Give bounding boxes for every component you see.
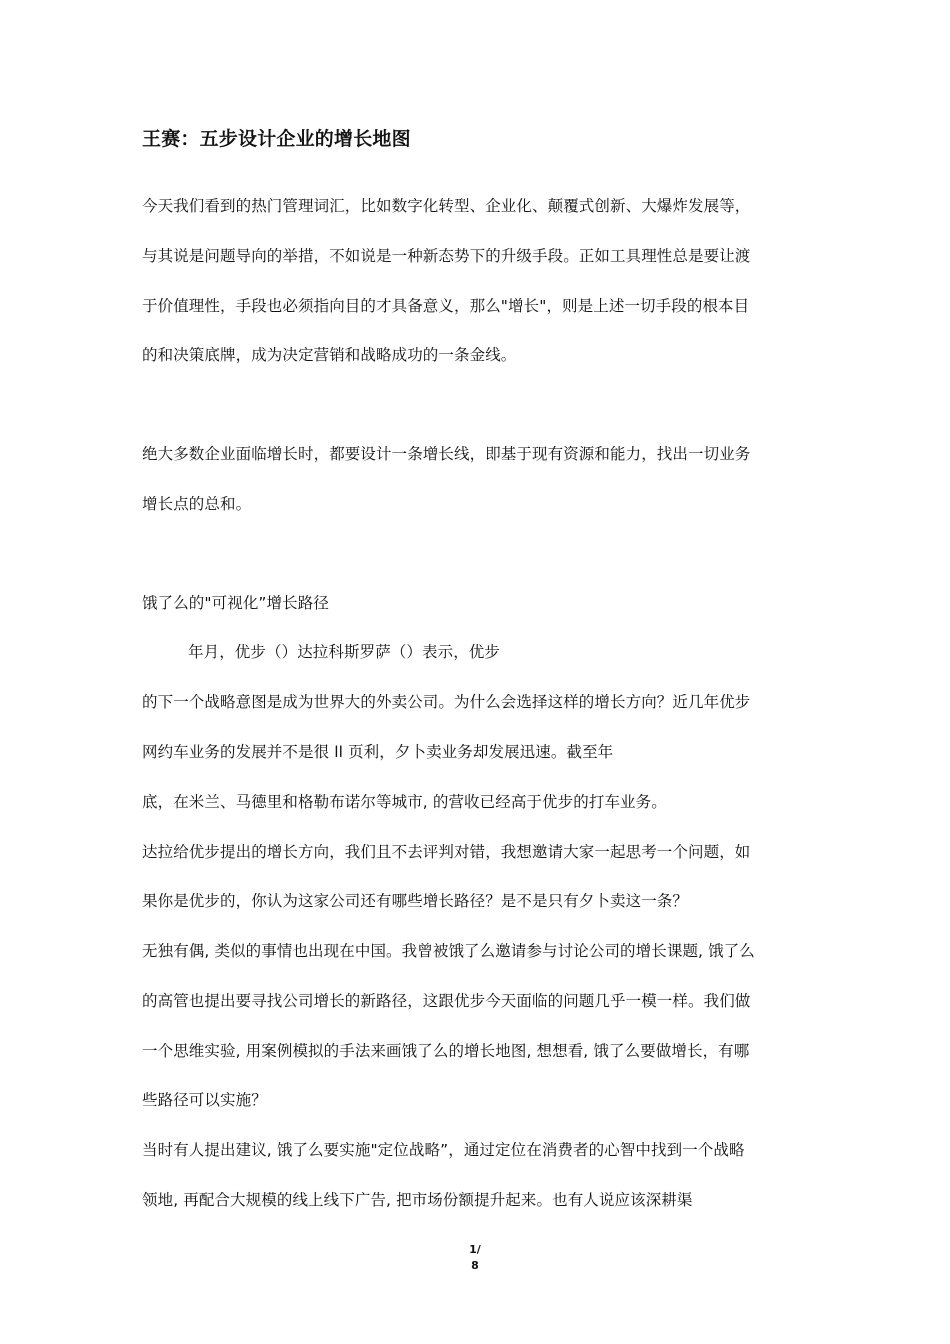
paragraph-line: 当时有人提出建议, 饿了么要实施"定位战略”，通过定位在消费者的心智中找到一个战略 — [142, 1141, 745, 1159]
paragraph-line: 领地, 再配合大规模的线上线下广告, 把市场份额提升起来。也有人说应该深耕渠 — [142, 1191, 693, 1209]
paragraph-line: 无独有偶, 类似的事情也出现在中国。我曾被饿了么邀请参与讨论公司的增长课题, 饿了么 — [142, 942, 755, 960]
section-heading: 饿了么的"可视化”增长路径 — [142, 594, 329, 612]
paragraph-line: 年月，优步（）达拉科斯罗萨（）表示，优步 — [188, 643, 501, 661]
paragraph-line: 底，在米兰、马德里和格勒布诺尔等城市, 的营收已经高于优步的打车业务。 — [142, 793, 667, 811]
page-number-total: 8 — [471, 1259, 479, 1272]
paragraph-line: 些路径可以实施？ — [142, 1091, 267, 1109]
paragraph-line: 达拉给优步提出的增长方向，我们且不去评判对错，我想邀请大家一起思考一个问题，如 — [142, 843, 751, 861]
page-number — [0, 1242, 950, 1274]
paragraph-line: 绝大多数企业面临增长时，都要设计一条增长线，即基于现有资源和能力，找出一切业务 — [142, 445, 751, 463]
paragraph-line: 一个思维实验, 用案例模拟的手法来画饿了么的增长地图, 想想看, 饿了么要做增长，有哪 — [142, 1042, 750, 1060]
page-number-current: 1/ — [469, 1243, 481, 1256]
paragraph-line: 的下一个战略意图是成为世界大的外卖公司。为什么会选择这样的增长方向？近几年优步 — [142, 693, 751, 711]
paragraph-line: 网约车业务的发展并不是很 ll 页利，夕卜卖业务却发展迅速。截至年 — [142, 743, 614, 761]
paragraph-line: 今天我们看到的热门管理词汇，比如数字化转型、企业化、颠覆式创新、大爆炸发展等， — [142, 197, 751, 215]
page-title: 王赛：五步设计企业的增长地图 — [142, 128, 411, 150]
paragraph-line: 的和决策底牌，成为决定营销和战略成功的一条金线。 — [142, 346, 517, 364]
paragraph-line: 增长点的总和。 — [142, 495, 252, 513]
paragraph-line: 于价值理性，手段也必须指向目的才具备意义，那么"增长"，则是上述一切手段的根本目 — [142, 297, 750, 315]
paragraph-line: 与其说是问题导向的举措，不如说是一种新态势下的升级手段。正如工具理性总是要让渡 — [142, 247, 751, 265]
paragraph-line: 果你是优步的，你认为这家公司还有哪些增长路径？是不是只有夕卜卖这一条？ — [142, 892, 689, 910]
paragraph-line: 的高管也提出要寻找公司增长的新路径，这跟优步今天面临的问题几乎一模一样。我们做 — [142, 992, 751, 1010]
